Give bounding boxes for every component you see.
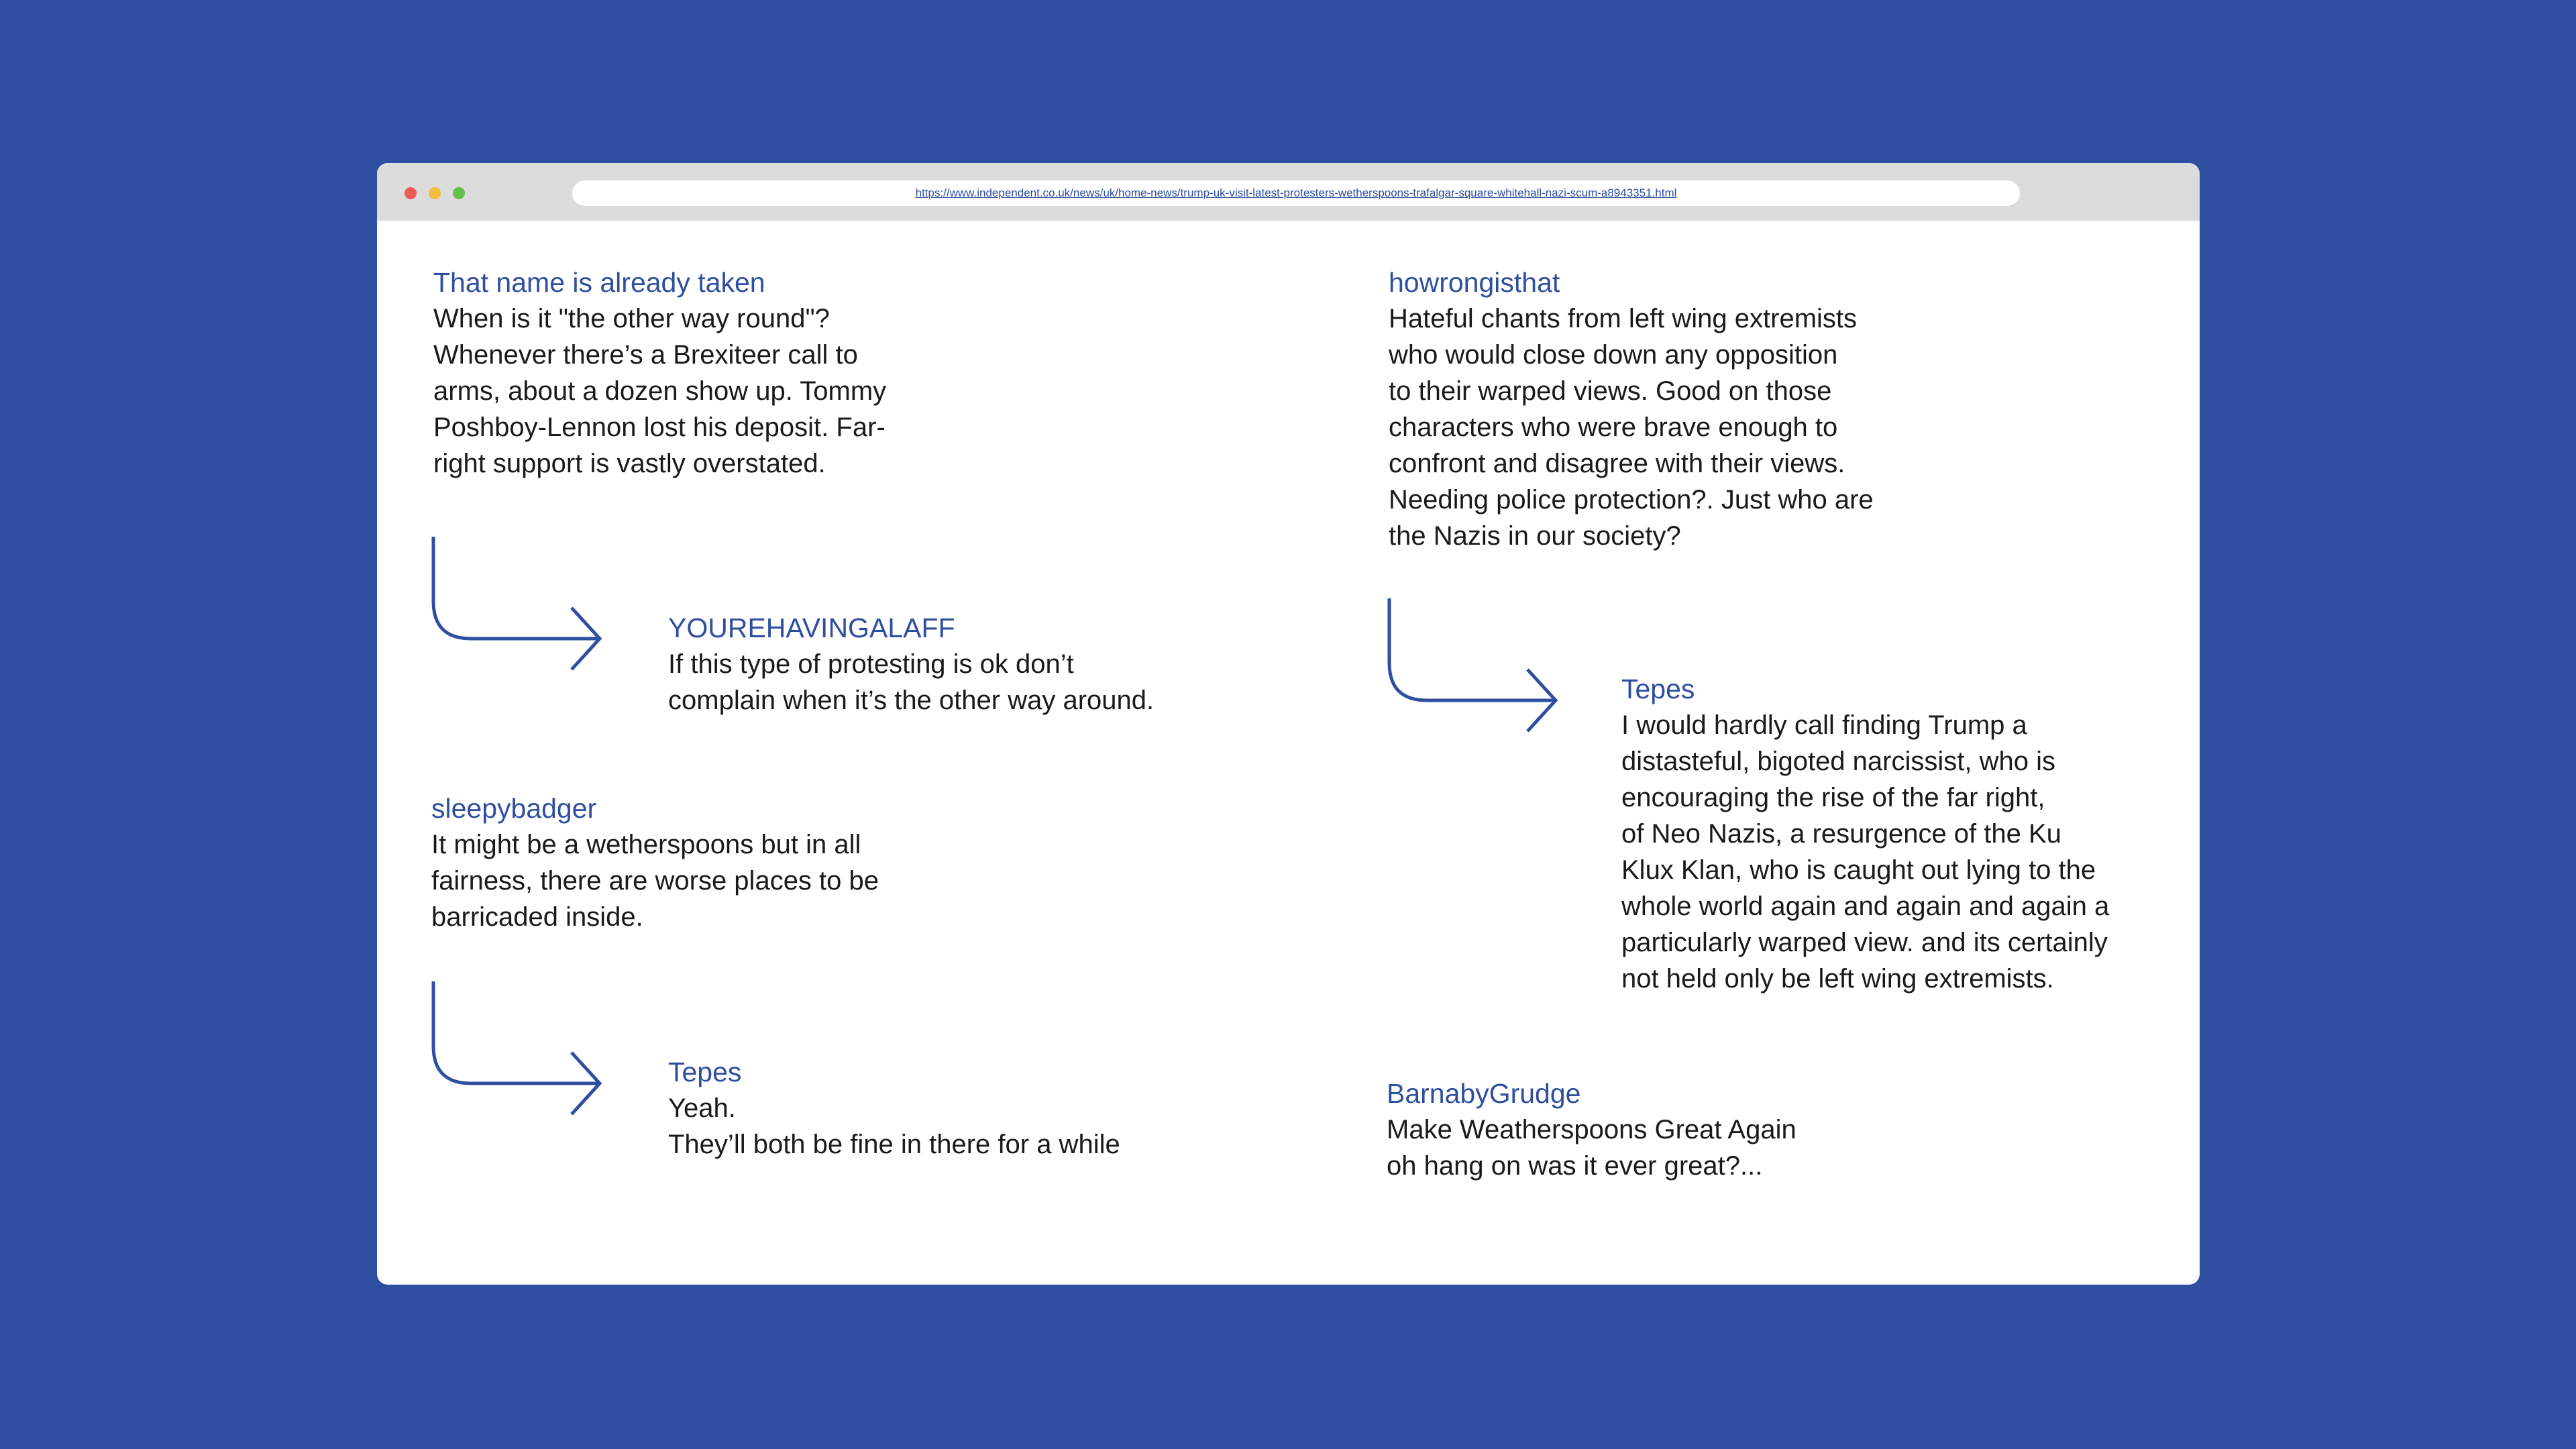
close-window-button[interactable] <box>405 187 417 199</box>
reply-comment <box>1621 671 2109 997</box>
comment-username[interactable]: YOUREHAVINGALAFF <box>668 612 955 643</box>
comment <box>431 790 879 935</box>
comment-username[interactable]: BarnabyGrudge <box>1387 1078 1581 1109</box>
address-url[interactable]: https://www.independent.co.uk/news/uk/home-news/trump-uk-visit-latest-protesters-wetherspoons-trafalgar-square-whitehall-nazi-scum-a8943351.html <box>915 186 1677 199</box>
comment <box>433 264 886 482</box>
comment-text: Hateful chants from left wing extremists who would close down any opposition to their warped views. Good on those characters who were brave enough to confront and disagree with their views. Needing police protection?. Just who are the Nazis in our society? <box>1389 304 1874 551</box>
comment-text: Yeah. They’ll both be fine in there for a while <box>668 1093 1120 1159</box>
comment-text: Make Weatherspoons Great Again oh hang on was it ever great?... <box>1387 1115 1796 1181</box>
maximize-window-button[interactable] <box>453 187 465 199</box>
reply-arrow-icon <box>431 979 605 1120</box>
comment-username[interactable]: Tepes <box>668 1057 742 1087</box>
minimize-window-button[interactable] <box>429 187 441 199</box>
comment-text: When is it "the other way round"? Whenever there’s a Brexiteer call to arms, about a dozen show up. Tommy Poshboy-Lennon lost his deposit. Far- right support is vastly overstated. <box>433 304 887 478</box>
comment-username[interactable]: sleepybadger <box>431 793 597 824</box>
comment <box>1389 264 1874 554</box>
comment-username[interactable]: Tepes <box>1621 674 1695 704</box>
reply-arrow-icon <box>431 534 605 675</box>
comment-text: It might be a wetherspoons but in all fairness, there are worse places to be barricaded inside. <box>431 830 879 932</box>
reply-comment <box>668 610 1154 718</box>
comment-text: If this type of protesting is ok don’t complain when it’s the other way around. <box>668 649 1155 715</box>
address-bar[interactable] <box>572 180 2020 206</box>
comment <box>1387 1075 1796 1184</box>
reply-comment <box>668 1054 1120 1163</box>
comment-username[interactable]: That name is already taken <box>433 267 765 298</box>
browser-window <box>377 163 2200 1285</box>
reply-arrow-icon <box>1387 596 1561 737</box>
comment-text: I would hardly call finding Trump a distasteful, bigoted narcissist, who is encouraging the rise of the far right, of Neo Nazis, a resurgence of the Ku Klux Klan, who is caught out lying to the whole world again and again and again a particularly warped view. and its certainly not held only be left wing extremists. <box>1621 710 2110 994</box>
browser-titlebar <box>377 163 2200 221</box>
comment-username[interactable]: howrongisthat <box>1389 267 1560 298</box>
